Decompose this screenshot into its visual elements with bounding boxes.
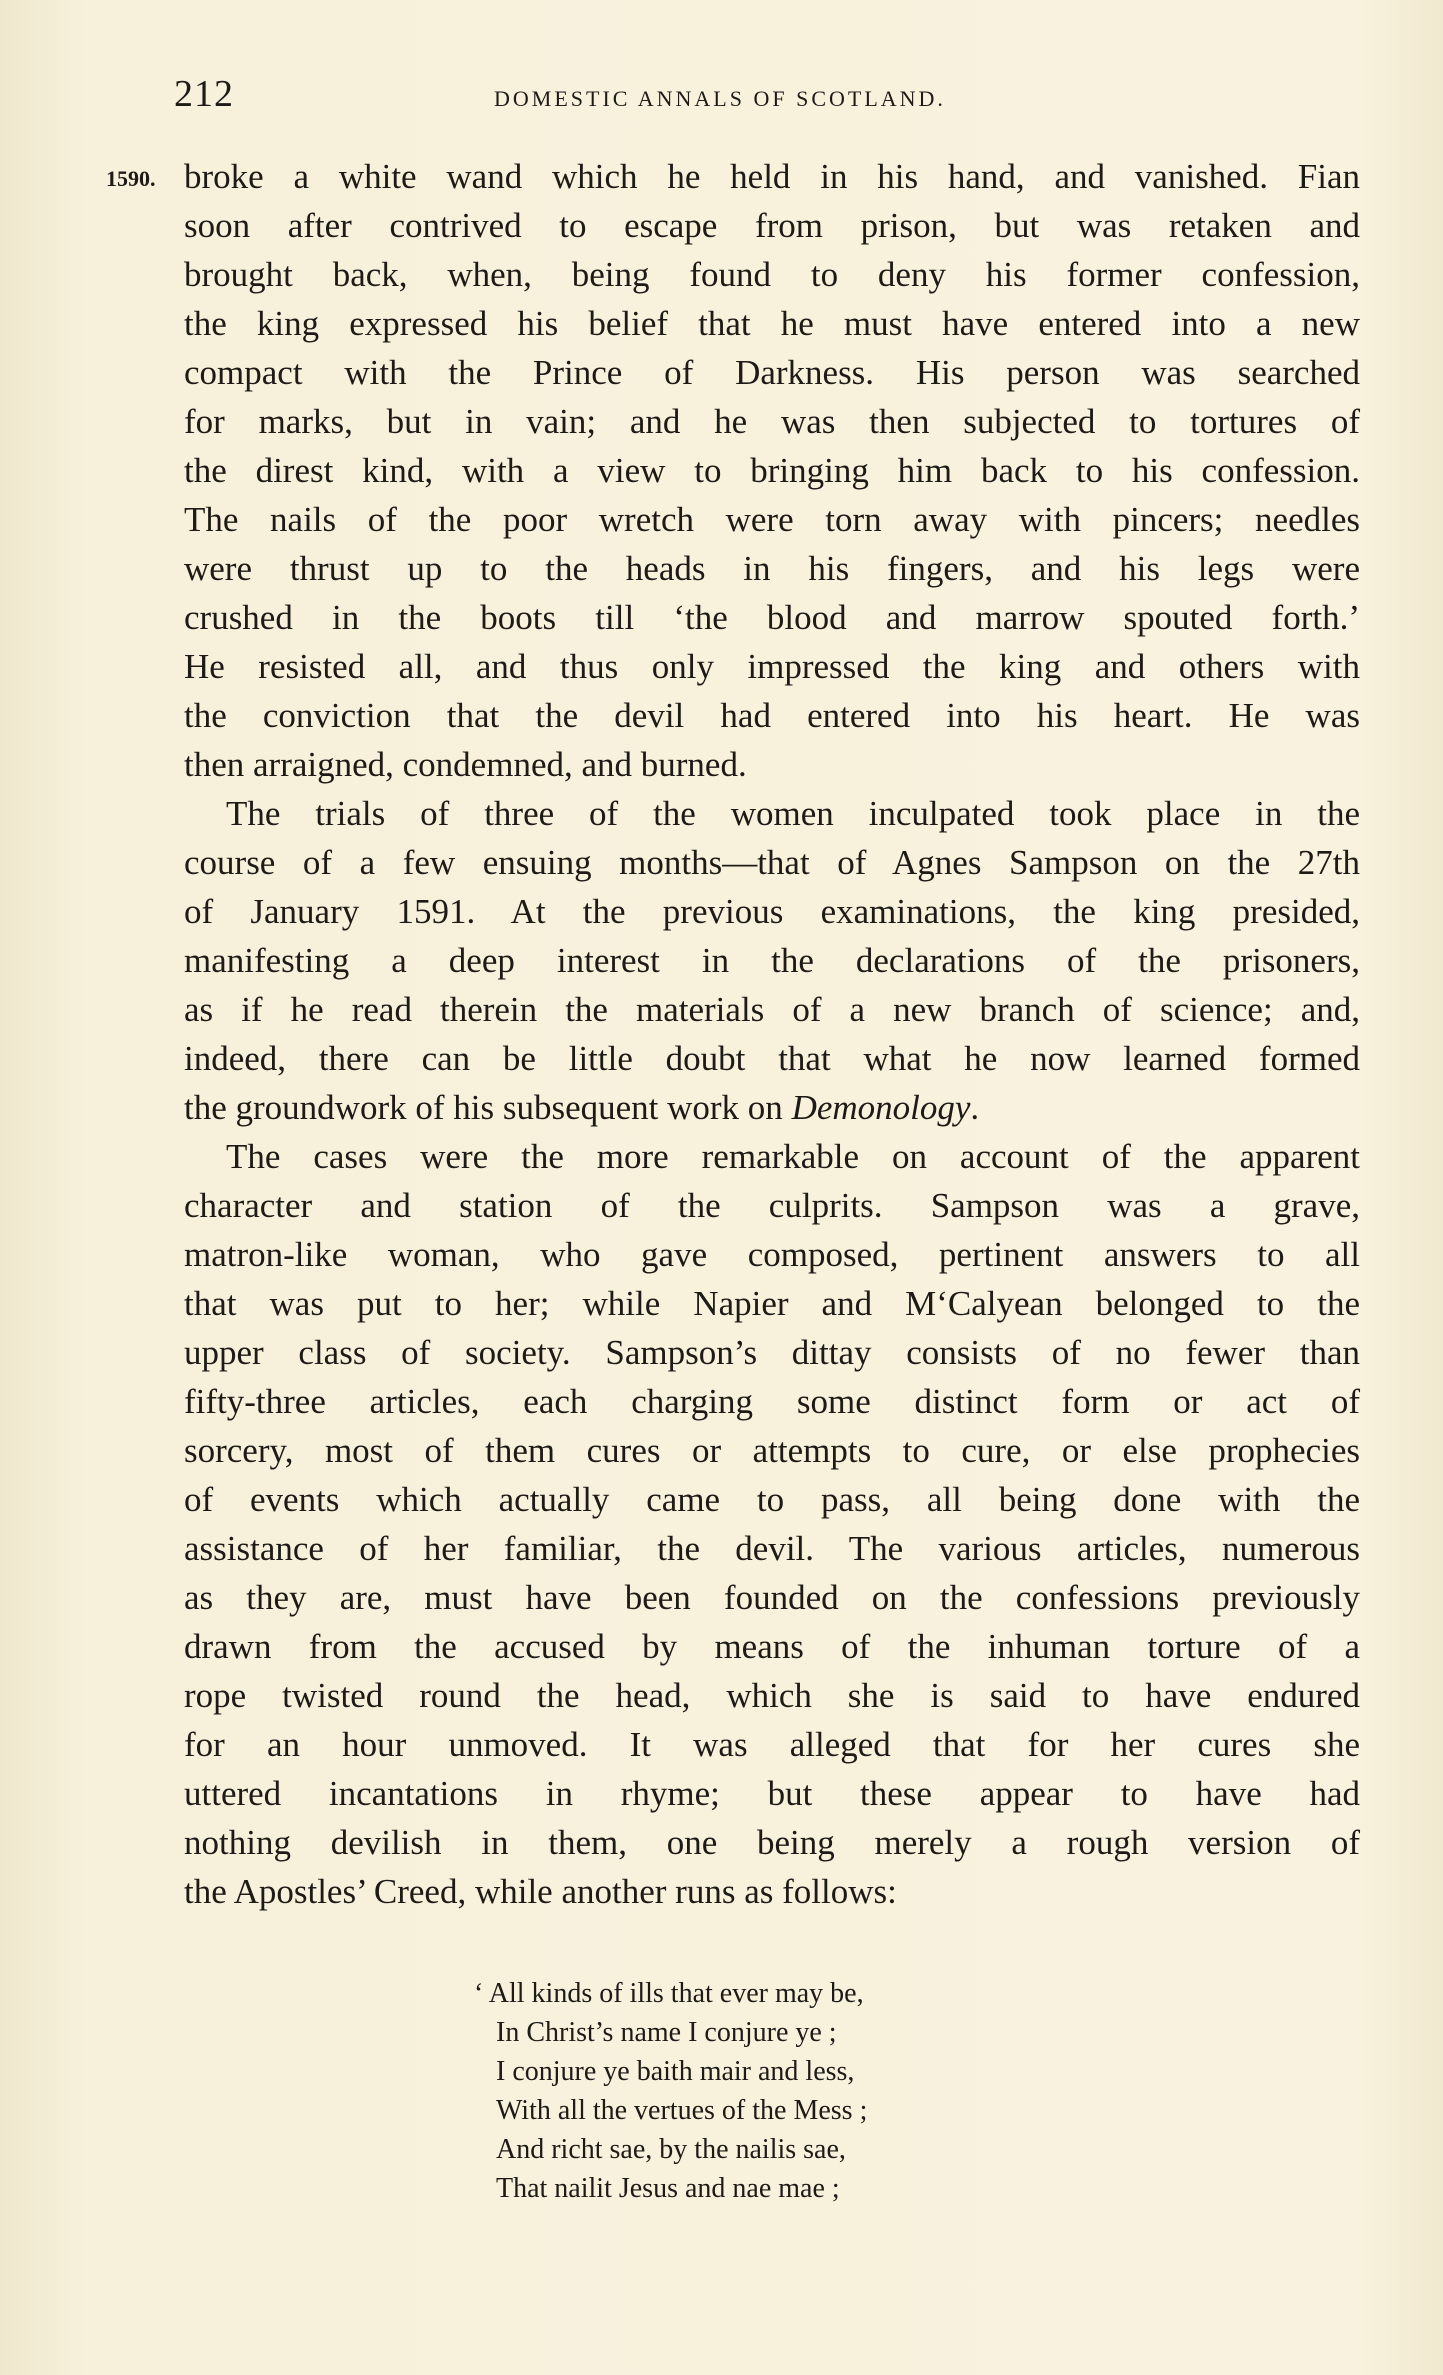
- text-line: that was put to her; while Napier and M‘Calyean belonged to the: [184, 1284, 1360, 1323]
- page-number: 212: [174, 73, 234, 115]
- verse-quotation: [474, 1974, 1174, 2208]
- verse-line: In Christ’s name I conjure ye ;: [496, 2017, 837, 2048]
- text-line: as if he read therein the materials of a new branch of science; and,: [184, 990, 1360, 1029]
- text-line: the conviction that the devil had entered into his heart. He was: [184, 696, 1360, 735]
- text-line: drawn from the accused by means of the inhuman torture of a: [184, 1627, 1360, 1666]
- text-line: assistance of her familiar, the devil. The various articles, numerous: [184, 1529, 1360, 1568]
- text-line: upper class of society. Sampson’s dittay consists of no fewer than: [184, 1333, 1360, 1372]
- text-line: He resisted all, and thus only impressed the king and others with: [184, 647, 1360, 686]
- running-title: DOMESTIC ANNALS OF SCOTLAND.: [494, 86, 946, 111]
- text-line: of January 1591. At the previous examinations, the king presided,: [184, 892, 1360, 931]
- text-line: nothing devilish in them, one being merely a rough version of: [184, 1823, 1360, 1862]
- text-line: sorcery, most of them cures or attempts to cure, or else prophecies: [184, 1431, 1360, 1470]
- text-line: course of a few ensuing months—that of Agnes Sampson on the 27th: [184, 843, 1360, 882]
- text-line: were thrust up to the heads in his fingers, and his legs were: [184, 549, 1360, 588]
- book-title-demonology: Demonology: [791, 1088, 971, 1127]
- text-line: indeed, there can be little doubt that what he now learned formed: [184, 1039, 1360, 1078]
- verse-line: That nailit Jesus and nae mae ;: [496, 2173, 840, 2204]
- text-line: rope twisted round the head, which she is said to have endured: [184, 1676, 1360, 1715]
- verse-line: ‘ All kinds of ills that ever may be,: [474, 1978, 864, 2009]
- text-line: character and station of the culprits. Sampson was a grave,: [184, 1186, 1360, 1225]
- text-line: The nails of the poor wretch were torn away with pincers; needles: [184, 500, 1360, 539]
- text-line: manifesting a deep interest in the declarations of the prisoners,: [184, 941, 1360, 980]
- body-text: [184, 152, 1360, 1916]
- text-line: the king expressed his belief that he must have entered into a new: [184, 304, 1360, 343]
- text-line: for marks, but in vain; and he was then subjected to tortures of: [184, 402, 1360, 441]
- text-line: compact with the Prince of Darkness. His person was searched: [184, 353, 1360, 392]
- verse-line: With all the vertues of the Mess ;: [496, 2095, 868, 2126]
- text-line: soon after contrived to escape from prison, but was retaken and: [184, 206, 1360, 245]
- margin-year-note: 1590.: [106, 166, 156, 191]
- text-line: broke a white wand which he held in his hand, and vanished. Fian: [184, 157, 1360, 196]
- verse-line: I conjure ye baith mair and less,: [496, 2056, 855, 2087]
- text-line: as they are, must have been founded on the confessions previously: [184, 1578, 1360, 1617]
- text-segment: .: [970, 1088, 980, 1127]
- text-line: [184, 1083, 1360, 1132]
- text-line: brought back, when, being found to deny his former confession,: [184, 255, 1360, 294]
- text-line: the Apostles’ Creed, while another runs as follows:: [184, 1872, 897, 1911]
- text-line: crushed in the boots till ‘the blood and marrow spouted forth.’: [184, 598, 1360, 637]
- text-line: the direst kind, with a view to bringing him back to his confession.: [184, 451, 1360, 490]
- verse-line: And richt sae, by the nailis sae,: [496, 2134, 846, 2165]
- running-head: [174, 72, 1360, 122]
- text-line: uttered incantations in rhyme; but these appear to have had: [184, 1774, 1360, 1813]
- text-line: The trials of three of the women inculpated took place in the: [226, 794, 1360, 833]
- text-line: fifty-three articles, each charging some distinct form or act of: [184, 1382, 1360, 1421]
- text-line: The cases were the more remarkable on account of the apparent: [226, 1137, 1360, 1176]
- text-line: then arraigned, condemned, and burned.: [184, 745, 747, 784]
- text-line: for an hour unmoved. It was alleged that for her cures she: [184, 1725, 1360, 1764]
- text-line: matron-like woman, who gave composed, pertinent answers to all: [184, 1235, 1360, 1274]
- text-segment: the groundwork of his subsequent work on: [184, 1088, 783, 1127]
- text-line: of events which actually came to pass, all being done with the: [184, 1480, 1360, 1519]
